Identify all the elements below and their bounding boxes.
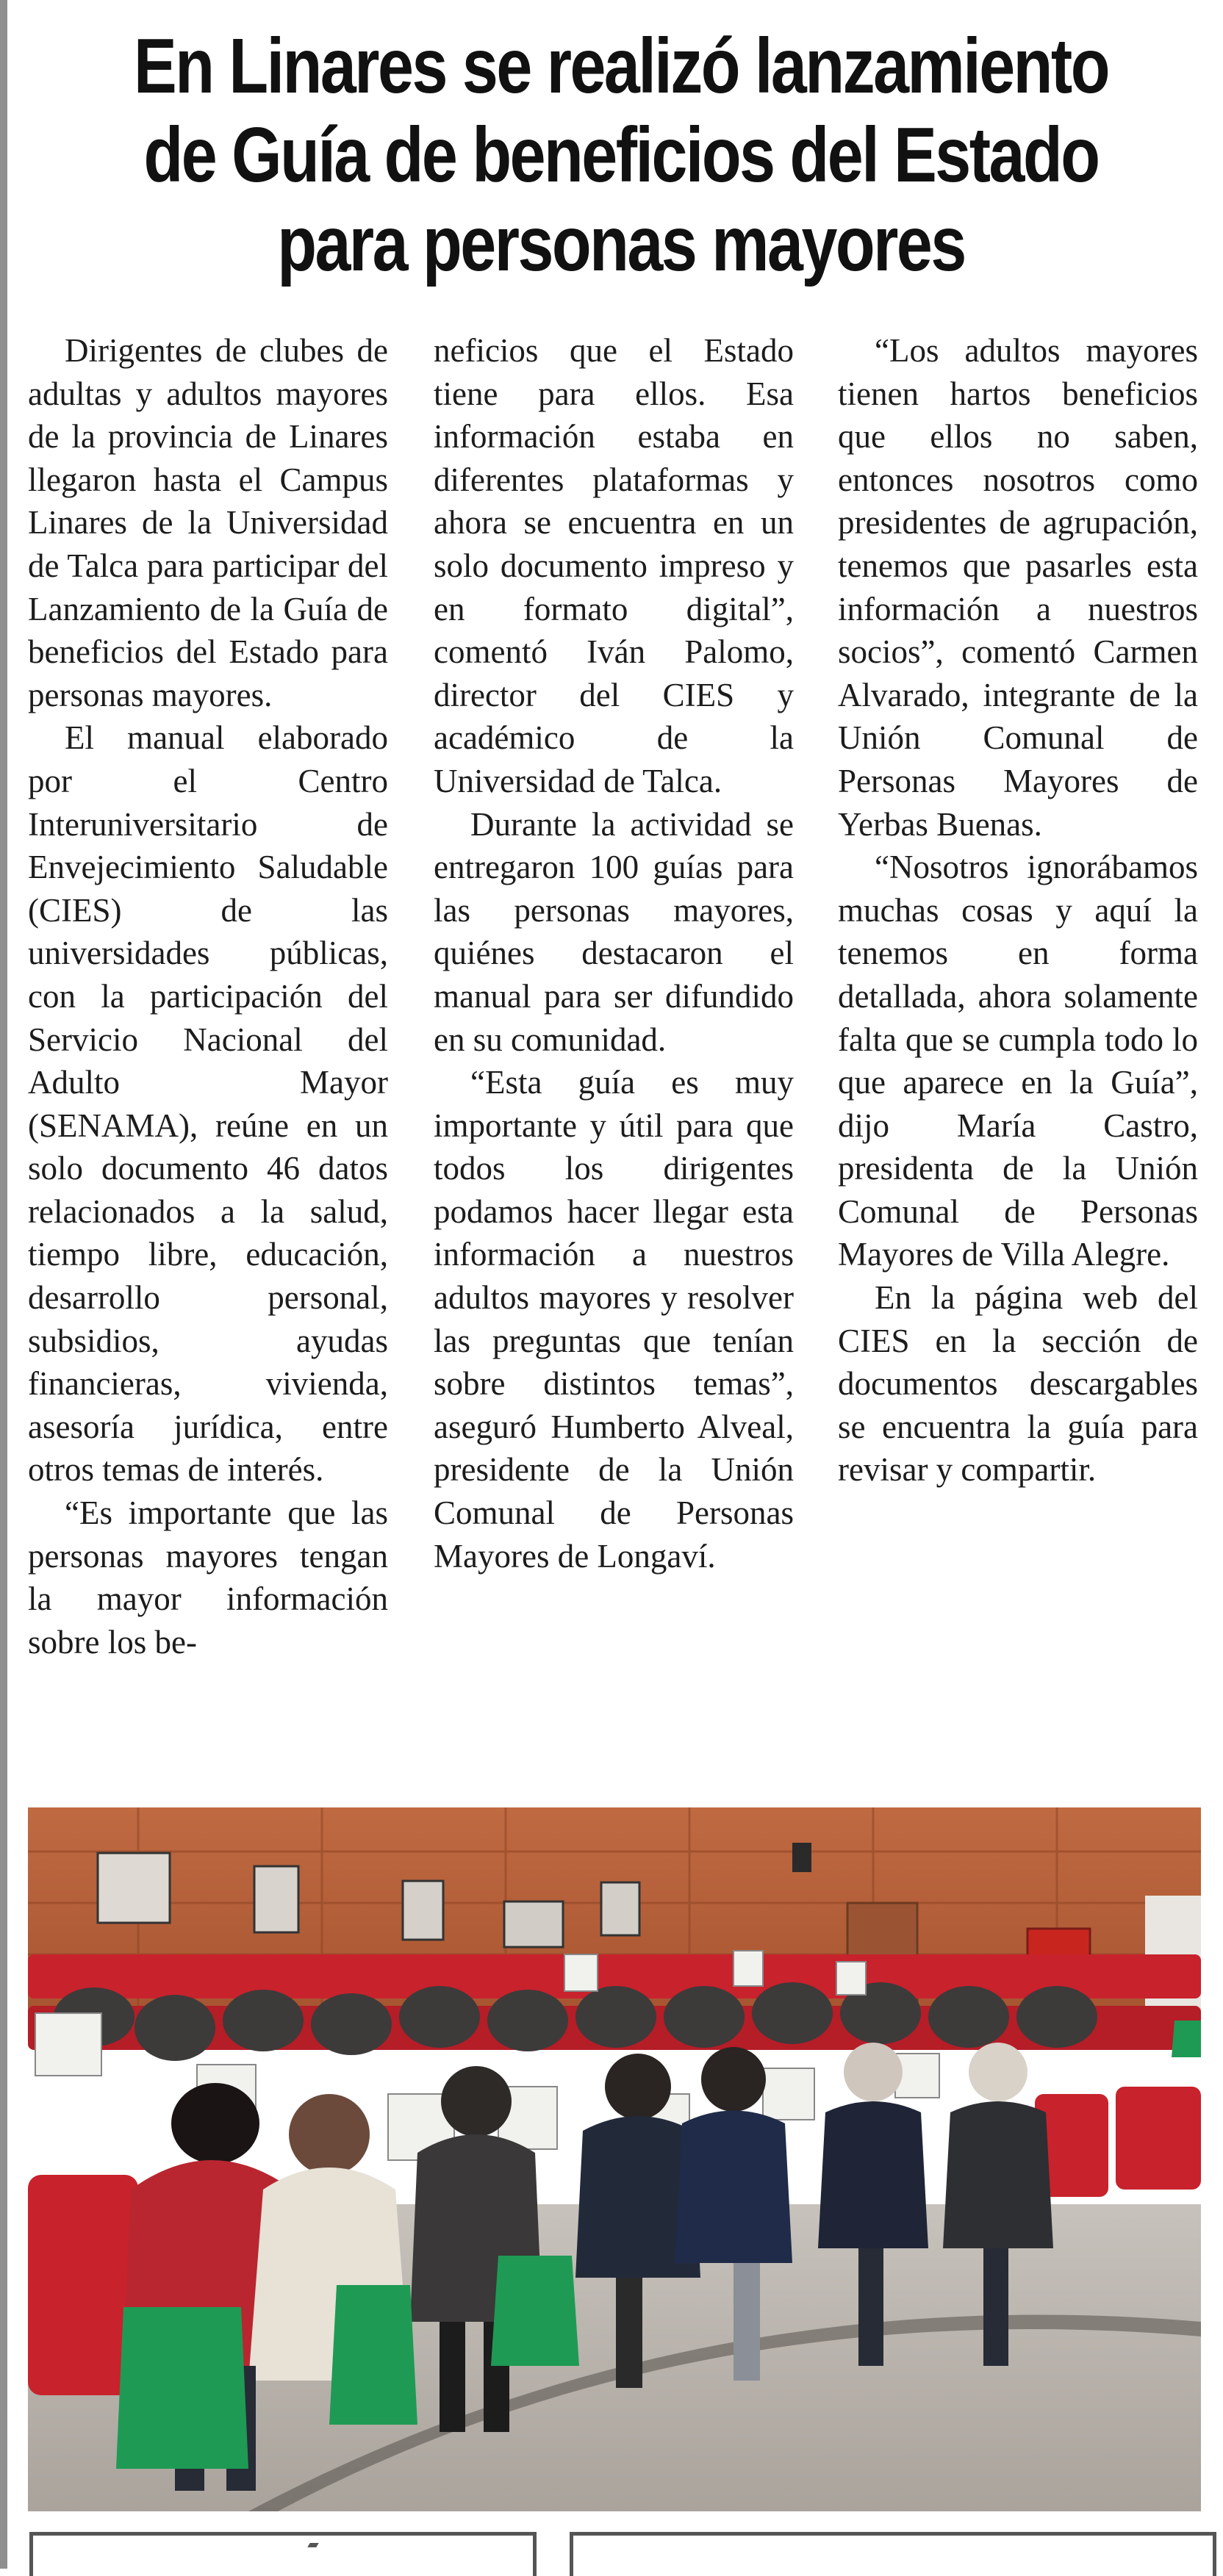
paragraph: Durante la actividad se entregaron 100 guías para las personas mayores, quiénes destacaron el manual para ser difundido en su comunidad. (434, 805, 794, 1058)
paragraph: “Es importante que las personas mayores tengan la mayor información sobre los be- (28, 1494, 388, 1661)
article-column-1 (28, 329, 388, 1663)
event-photo (28, 1807, 1201, 2511)
next-article-frame-right (570, 2532, 1216, 2576)
paragraph: “Los adultos mayores tienen hartos beneficios que ellos no saben, entonces nosotros como presidentes de agrupación, tenemos que pasarles esta información a nuestros socios”, comentó Carmen Alvarado, integrante de la Unión Comunal de Personas Mayores de Yerbas Buenas. (838, 332, 1198, 843)
paragraph: Dirigentes de clubes de adultas y adultos mayores de la provincia de Linares llegaron hasta el Campus Linares de la Universidad de Talca para participar del Lanzamiento de la Guía de beneficios del Estado para personas mayores. (28, 332, 388, 713)
article-column-3 (838, 329, 1198, 1492)
headline-line-2: de Guía de beneficios del Estado (143, 112, 1099, 198)
paragraph: neficios que el Estado tiene para ellos. Esa información estaba en diferentes plataformas y ahora se encuentra en un solo documento impreso y en formato digital”, comentó Iván Palomo, director del CIES y académico de la Universidad de Talca. (434, 332, 794, 799)
wall-portrait (601, 1882, 639, 1935)
page-left-border (0, 0, 7, 2569)
headline-line-1: En Linares se realizó lanzamiento (133, 23, 1108, 109)
paragraph: “Nosotros ignorábamos muchas cosas y aquí la tenemos en forma detallada, ahora solamente falta que se cumpla todo lo que aparece en la Guía”, dijo María Castro, presidenta de la Unión Comunal de Personas Mayores de Villa Alegre. (838, 849, 1198, 1273)
headline-line-3: para personas mayores (277, 201, 965, 287)
wall-portrait (98, 1853, 170, 1923)
paragraph: El manual elaborado por el Centro Interuniversitario de Envejecimiento Saludable (CIES) de las universidades públicas, con la participación del Servicio Nacional del Adulto Mayor (SENAMA), reúne en un solo documento 46 datos relacionados a la salud, tiempo libre, educación, desarrollo personal, subsidios, ayudas financieras, vivienda, asesoría jurídica, entre otros temas de interés. (28, 719, 388, 1489)
paragraph: “Esta guía es muy importante y útil para que todos los dirigentes podamos hacer llegar esta información a nuestros adultos mayores y resolver las preguntas que tenían sobre distintos temas”, aseguró Humberto Alveal, presidente de la Unión Comunal de Personas Mayores de Longaví. (434, 1064, 794, 1575)
wall-portrait (254, 1866, 298, 1932)
next-article-frame-left (29, 2532, 537, 2576)
wall-speaker (792, 1843, 811, 1872)
wall-portrait (403, 1881, 443, 1940)
headline (124, 22, 1119, 289)
paragraph: En la página web del CIES en la sección de documentos descargables se encuentra la guía para revisar y compartir. (838, 1279, 1198, 1489)
article-column-2 (434, 329, 794, 1577)
wall-portrait (504, 1902, 563, 1947)
